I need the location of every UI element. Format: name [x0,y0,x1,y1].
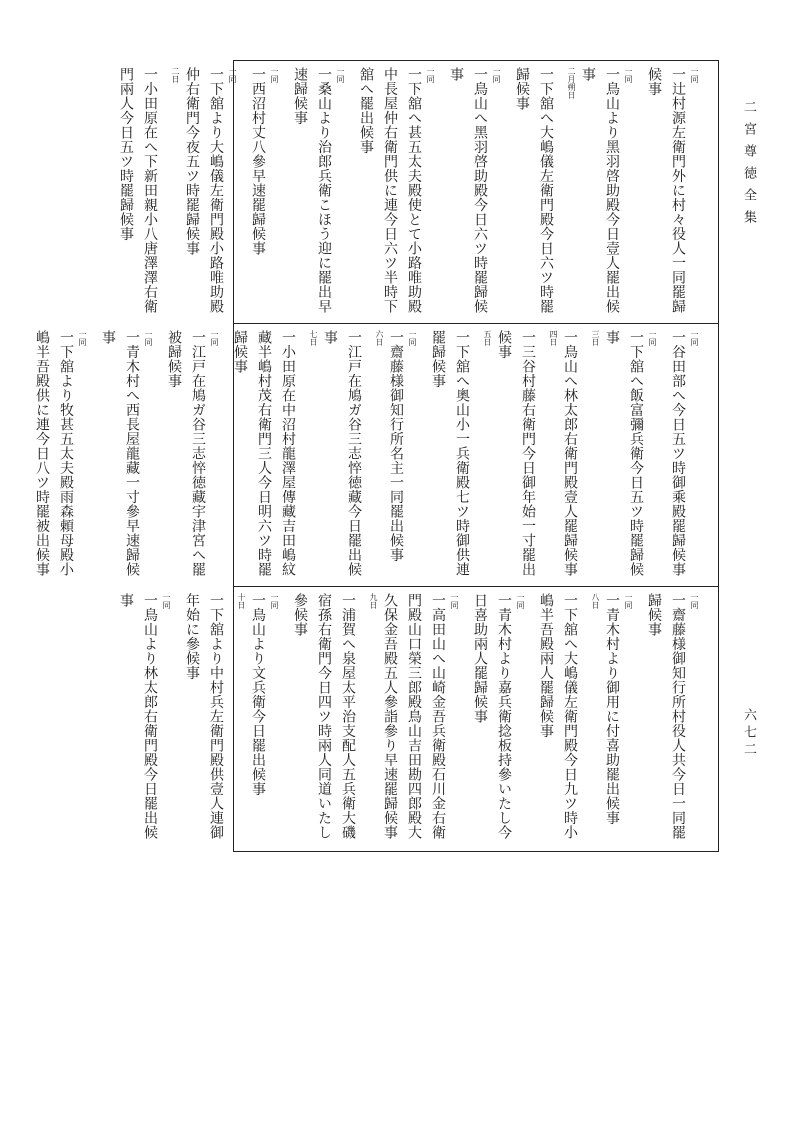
diary-entry [576,67,642,317]
entry-text: 一辻村源左衛門外に村々役人一同罷歸候事 [646,67,686,314]
entry-text: 一鳥山より文兵衛今日罷出候事 [250,593,266,796]
entry-marker: 一同 [336,67,345,83]
entry-marker: 一同 [624,593,633,609]
diary-entry [162,330,228,580]
entry-marker: 一同 [408,330,417,346]
entry-date [237,67,246,307]
diary-entry [288,67,354,317]
entry-text: 一鳥山へ林太郎右衛門殿壹人罷歸候事 [562,330,578,577]
entry-marker: 一同 [270,593,279,609]
entry-text: 一下舘へ奧山小一兵衛殿七ツ時御供連罷歸候事 [430,330,470,577]
entry-text: 一三谷村藤右衛門今日御年始一寸罷出候事 [496,330,536,577]
tier-upper [118,61,718,324]
entry-marker: 一同 [690,67,699,83]
entry-date [699,593,708,833]
entry-text: 一高田山へ山崎金吾兵衛殿石川金右衛門殿山口榮三郎殿鳥山吉田勘四郎殿大久保金吾殿五人參詣參り早速罷歸候事 [382,593,446,840]
entry-marker: 一同 [690,593,699,609]
entry-marker: 一同 [648,330,657,346]
entry-text: 一西沼村丈八參早速罷歸候事 [250,67,266,256]
entry-date [657,330,666,570]
tier-middle [34,324,718,587]
entry-date: 二月朔日 [567,67,576,99]
diary-entry [666,330,708,580]
entry-date: 六日 [375,330,384,346]
diary-entry [354,67,444,317]
entry-text: 一青木村へ西長屋龍藏一寸參早速歸候事 [100,330,140,577]
entry-text: 一下舘より大嶋儀左衛門殿小路唯助殿仲右衛門今夜五ツ時罷歸候事 [184,67,224,314]
entry-date: 四日 [549,330,558,346]
entry-date [699,67,708,307]
entry-text: 一小田原在へ下新田親小八唐澤澤右衛門兩人今日五ツ時罷歸候事 [118,67,158,314]
entry-marker [540,330,549,570]
entry-date [633,67,642,307]
diary-entry [180,593,246,845]
entry-date [501,67,510,307]
diary-entry [378,593,468,845]
entry-date: 九日 [369,593,378,609]
diary-entry [600,593,642,845]
diary-entry [114,593,180,845]
entry-marker: 一同 [144,330,153,346]
diary-entry [510,67,576,317]
entry-date [153,330,162,570]
entry-text: 一下舘より中村兵左衛門殿供壹人連御年始に參候事 [184,593,224,840]
entry-date [279,67,288,307]
entry-text: 一下舘へ大嶋儀左衛門殿今日九ツ時小嶋半吾殿兩人罷歸候事 [538,593,578,840]
entry-text: 一青木村より嘉兵衛捻板持參いたし今日喜助兩人罷歸候事 [472,593,512,840]
diary-entry [114,67,180,317]
entry-date [633,593,642,833]
entry-marker: 一同 [492,67,501,83]
entry-date: 三日 [591,330,600,346]
diary-entry [288,593,378,845]
diary-entry [558,330,600,580]
entry-marker [300,330,309,570]
entry-marker [360,593,369,833]
entry-date [219,330,228,570]
entry-text: 一齋藤様御知行所村役人共今日一同罷歸候事 [646,593,686,840]
diary-entry [444,67,510,317]
entry-text: 一鳥山より林太郎右衛門殿今日罷出候事 [118,593,158,840]
entry-marker [582,330,591,570]
entry-text: 一青木村より御用に付喜助罷出候事 [604,593,620,825]
diary-entry [318,330,384,580]
entry-text: 一小田原在中沼村龍澤屋傳藏吉田嶋紋藏半嶋村茂右衛門三人今日明六ツ時罷歸候事 [232,330,296,577]
entry-marker [228,593,237,833]
entry-date: 八日 [591,593,600,609]
entry-date [171,593,180,833]
page-number: 六七二 [741,708,756,759]
entry-date [87,330,96,570]
entry-date [459,593,468,833]
entry-marker: 一同 [450,593,459,609]
page-frame [34,60,719,852]
entry-date: 十日 [237,593,246,609]
diary-entry [384,330,426,580]
entry-marker: 一同 [690,330,699,346]
entry-date [345,67,354,307]
entry-marker: 一同 [624,67,633,83]
entry-marker: 一同 [78,330,87,346]
diary-entry [600,330,666,580]
entry-marker: 一同 [426,67,435,83]
diary-entry [468,593,534,845]
entry-marker: 一同 [162,593,171,609]
entry-marker [558,67,567,307]
entry-marker [582,593,591,833]
diary-entry [96,330,162,580]
entry-text: 一鳥山へ黑羽啓助殿今日六ツ時罷歸候事 [448,67,488,314]
entry-text: 一浦賀へ泉屋太平治支配人五兵衛大磯宿孫右衛門今日四ツ時兩人同道いたし參候事 [292,593,356,840]
entry-date [417,330,426,570]
entry-date [525,593,534,833]
entry-date: 二日 [171,67,180,83]
entry-marker: 一同 [516,593,525,609]
entry-date: 五日 [483,330,492,346]
entry-text: 一下舘へ大嶋儀左衛門殿今日六ツ時罷歸候事 [514,67,554,314]
entry-text: 一桑山より治郎兵衛こほう迎に罷出早速歸候事 [292,67,332,314]
tier-lower [118,587,718,851]
diary-entry [642,593,708,845]
diary-entry [492,330,558,580]
entry-text: 一下舘へ甚五太夫殿使とて小路唯助殿中長屋仲右衛門供に連今日六ツ半時下舘へ罷出候事 [358,67,422,314]
diary-entry [426,330,492,580]
entry-date: 七日 [309,330,318,346]
entry-marker [162,67,171,307]
diary-entry [246,67,288,317]
entry-marker: 一同 [210,330,219,346]
diary-entry [534,593,600,845]
entry-marker: 一同 [270,67,279,83]
diary-entry [30,330,96,580]
entry-marker [366,330,375,570]
diary-entry [246,593,288,845]
entry-text: 一江戸在鳩ガ谷三志悴徳藏宇津宮へ罷被歸候事 [166,330,206,577]
entry-marker [474,330,483,570]
entry-text: 一鳥山より黑羽啓助殿今日壹人罷出候事 [580,67,620,314]
running-head: 二宮尊徳全集 [741,100,756,232]
entry-text: 一江戸在鳩ガ谷三志悴徳藏今日罷出候事 [322,330,362,577]
entry-date [279,593,288,833]
diary-entry [642,67,708,317]
entry-text: 一下舘より牧甚五太夫殿雨森頼母殿小嶋半吾殿供に連今日八ツ時罷被出候事 [34,330,74,577]
diary-entry [180,67,246,317]
entry-text: 一谷田部へ今日五ツ時御乘殿罷歸候事 [670,330,686,577]
entry-marker: 一同 [228,67,237,83]
entry-text: 一齋藤様御知行所名主一同罷出候事 [388,330,404,562]
diary-entry [228,330,318,580]
entry-date [435,67,444,307]
entry-text: 一下舘へ飯富彌兵衛今日五ツ時罷歸候事 [604,330,644,577]
entry-date [699,330,708,570]
